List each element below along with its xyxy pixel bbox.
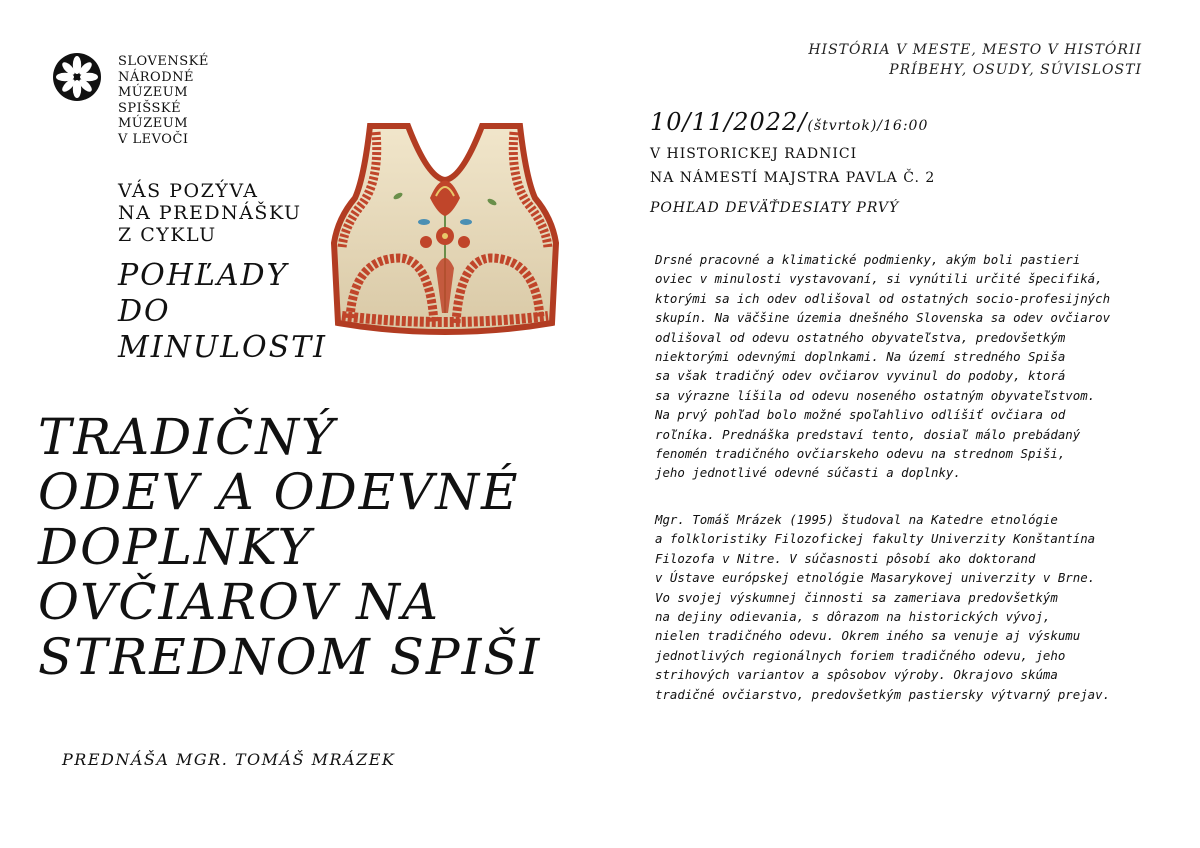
paragraph-line: Mgr. Tomáš Mrázek (1995) študoval na Katedre etnológie: [655, 512, 1058, 527]
lecture-description: [655, 250, 1175, 483]
museum-name-line: SLOVENSKÉ: [118, 54, 209, 69]
paragraph-line: nielen tradičného odevu. Okrem iného sa venuje aj výskumu: [655, 628, 1081, 644]
event-venue: [650, 142, 935, 190]
event-date: [650, 108, 935, 136]
paragraph-line: tradičné ovčiarstvo, predovšetkým pastiersky výtvarný prejav.: [655, 686, 1111, 702]
paragraph-line: odlišoval od odevu ostatného obyvateľstva, predovšetkým: [655, 329, 1066, 345]
paragraph-line: sa výrazne líšila od odevu noseného ostatným obyvateľstvom.: [655, 387, 1096, 403]
paragraph-line: Drsné pracovné a klimatické podmienky, akým boli pastieri: [655, 252, 1081, 267]
paragraph-line: v Ústave európskej etnológie Masarykovej univerzity v Brne.: [655, 570, 1096, 586]
series-title-line: DO: [118, 294, 171, 329]
paragraph-line: niektorými odevnými doplnkami. Na území stredného Spiša: [655, 349, 1066, 365]
paragraph-line: jednotlivých regionálnych foriem tradičného odevu, jeho: [655, 647, 1066, 663]
paragraph-line: Na prvý pohľad bolo možné spoľahlivo odlíšiť ovčiara od: [655, 407, 1066, 423]
lecture-title-line: TRADIČNÝ: [38, 408, 336, 466]
paragraph-line: jeho jednotlivé odevné súčasti a doplnky.: [655, 465, 961, 481]
lecture-title: [38, 410, 541, 685]
paragraph-line: Vo svojej výskumnej činnosti sa zameriava predovšetkým: [655, 589, 1058, 605]
invitation-line: NA PREDNÁŠKU: [118, 202, 302, 224]
paragraph-line: ktorými sa ich odev odlišoval od ostatných socio-profesijných: [655, 290, 1111, 306]
lecture-title-line: DOPLNKY: [38, 518, 313, 576]
event-day-time: (štvrtok)/16:00: [807, 118, 929, 134]
paragraph-line: a folkloristiky Filozofickej fakulty Univerzity Konštantína: [655, 531, 1096, 547]
series-header-line-2: PRÍBEHY, OSUDY, SÚVISLOSTI: [889, 62, 1142, 78]
lecture-title-line: ODEV A ODEVNÉ: [38, 463, 520, 521]
paragraph-line: fenomén tradičného ovčiarskeho odevu na strednom Spiši,: [655, 446, 1066, 462]
museum-name-line: MÚZEUM: [118, 116, 189, 131]
series-title-line: POHĽADY: [118, 258, 289, 293]
lecture-title-line: OVČIAROV NA: [38, 573, 440, 631]
paragraph-line: strihových variantov a spôsobov výroby. Okrajovo skúma: [655, 667, 1058, 683]
lecturer-bio: [655, 510, 1175, 704]
paragraph-line: oviec v minulosti vystavovaní, si vynútili určité špecifiká,: [655, 271, 1103, 287]
lecturer-name: PREDNÁŠA MGR. TOMÁŠ MRÁZEK: [62, 750, 396, 769]
paragraph-line: skupín. Na väčšine územia dnešného Slovenska sa odev ovčiarov: [655, 310, 1111, 326]
invitation-line: Z CYKLU: [118, 224, 217, 246]
series-title: [118, 258, 327, 366]
series-header-line-1: HISTÓRIA V MESTE, MESTO V HISTÓRII: [808, 42, 1142, 58]
lecture-title-line: STREDNOM SPIŠI: [38, 628, 542, 686]
event-venue-line: NA NÁMESTÍ MAJSTRA PAVLA Č. 2: [650, 170, 936, 186]
event-details: [650, 108, 935, 216]
museum-name-line: SPIŠSKÉ: [118, 100, 182, 116]
series-header: [808, 40, 1142, 80]
museum-name-line: NÁRODNÉ: [118, 69, 194, 85]
event-date-value: 10/11/2022/: [650, 108, 808, 136]
series-title-line: MINULOSTI: [118, 330, 328, 365]
invitation-text: [118, 180, 301, 246]
paragraph-line: Filozofa v Nitre. V súčasnosti pôsobí ako doktorand: [655, 550, 1036, 566]
invitation-line: VÁS POZÝVA: [118, 180, 259, 202]
shepherd-vest-image: [330, 118, 560, 338]
museum-logo-icon: [52, 52, 102, 102]
museum-name: [118, 54, 209, 147]
paragraph-line: na dejiny odievania, s dôrazom na historických vývoj,: [655, 609, 1051, 625]
event-subtitle: POHĽAD DEVÄŤDESIATY PRVÝ: [650, 200, 900, 216]
museum-name-line: V LEVOČI: [118, 131, 189, 147]
paragraph-line: roľníka. Prednáška predstaví tento, dosiaľ málo prebádaný: [655, 426, 1081, 442]
event-venue-line: V HISTORICKEJ RADNICI: [650, 146, 858, 162]
museum-name-line: MÚZEUM: [118, 85, 189, 100]
paragraph-line: sa však tradičný odev ovčiarov vyvinul do podoby, ktorá: [655, 368, 1066, 384]
